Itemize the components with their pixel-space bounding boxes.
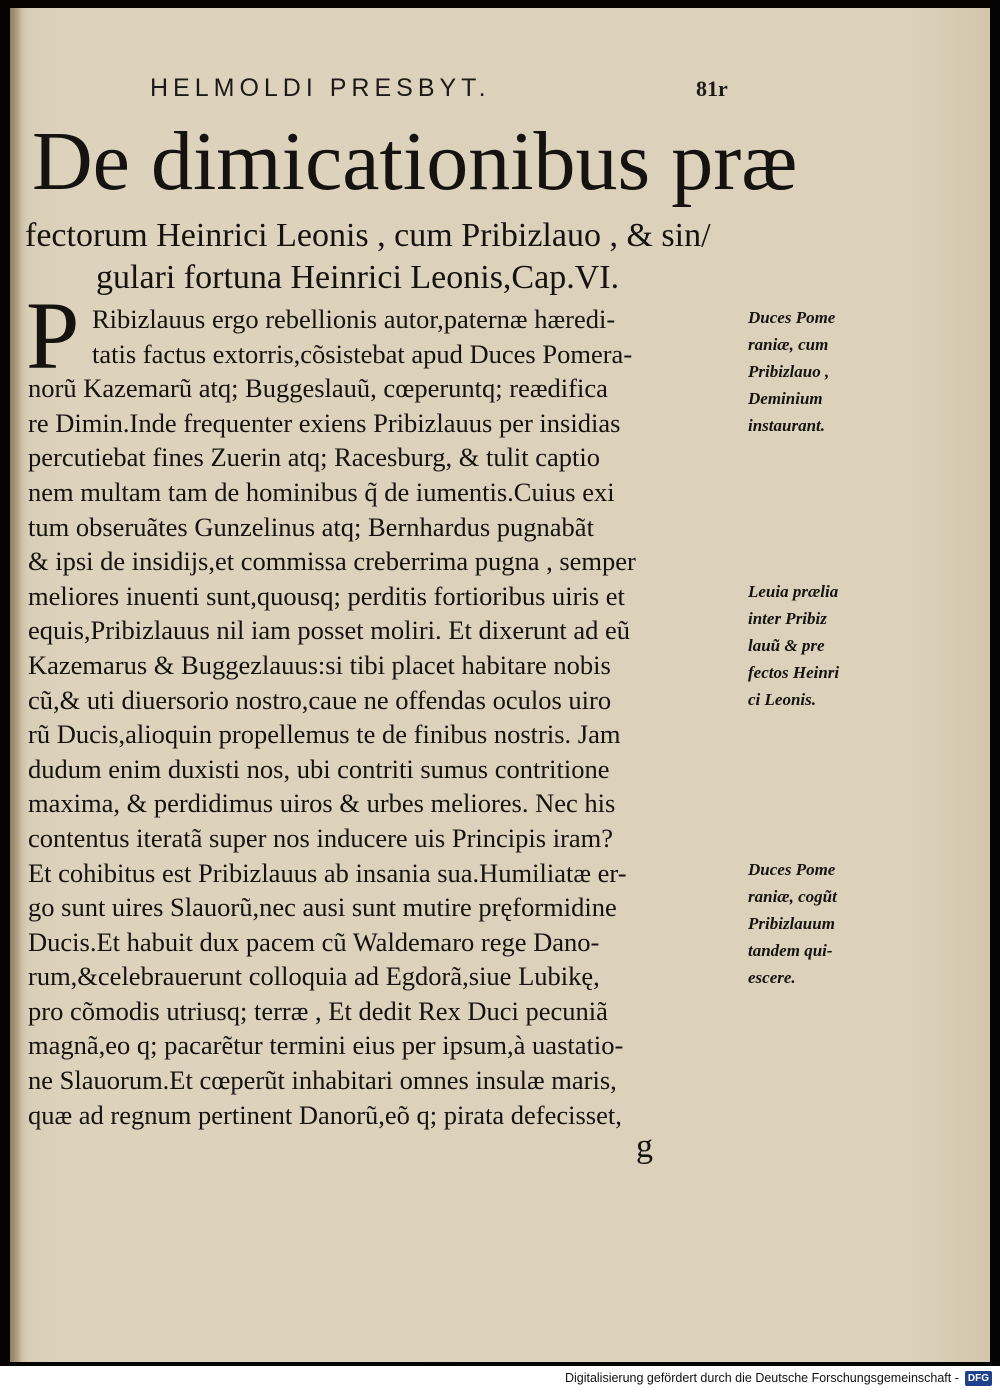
margin-note-line: Leuia prælia xyxy=(748,582,839,601)
running-head: HELMOLDI PRESBYT. xyxy=(150,74,491,102)
margin-note-line: lauũ & pre xyxy=(748,636,825,655)
signature-mark: g xyxy=(636,1128,653,1165)
body-line: contentus iteratã super nos inducere uis Principis iram? xyxy=(28,822,614,853)
body-line: norũ Kazemarũ atq; Buggeslauũ, cœperuntq; reædifica xyxy=(28,373,608,404)
body-line: re Dimin.Inde frequenter exiens Pribizlauus per insidias xyxy=(28,407,621,438)
margin-note-line: instaurant. xyxy=(748,416,826,435)
drop-cap: P xyxy=(26,282,80,389)
body-text xyxy=(28,302,748,1132)
margin-note-line: tandem qui- xyxy=(748,941,833,960)
chapter-title-line-3: gulari fortuna Heinrici Leonis,Cap.VI. xyxy=(96,259,620,296)
chapter-title-line-2: fectorum Heinrici Leonis , cum Pribizlauo , & sin/ xyxy=(25,217,711,254)
margin-note-line: inter Pribiz xyxy=(748,609,827,628)
dfg-logo-icon: DFG xyxy=(965,1371,992,1386)
body-line: ne Slauorum.Et cœperũt inhabitari omnes insulæ maris, xyxy=(28,1065,617,1096)
margin-note-line: Duces Pome xyxy=(748,308,836,327)
body-line: rũ Ducis,alioquin propellemus te de finibus nostris. Jam xyxy=(28,719,621,750)
body-line: & ipsi de insidijs,et commissa creberrima pugna , semper xyxy=(28,546,636,577)
margin-note-line: Deminium xyxy=(748,389,823,408)
margin-note-line: Duces Pome xyxy=(748,860,836,879)
body-line: magnã,eo q; pacarẽtur termini eius per ipsum,à uastatio- xyxy=(28,1030,624,1061)
body-line: Ducis.Et habuit dux pacem cũ Waldemaro rege Dano- xyxy=(28,926,600,957)
margin-note-line: raniæ, cum xyxy=(748,335,829,354)
margin-note-line: raniæ, cogũt xyxy=(748,887,837,906)
body-line: equis,Pribizlauus nil iam posset moliri. Et dixerunt ad eũ xyxy=(28,615,631,646)
body-line: meliores inuenti sunt,quousq; perditis fortioribus uiris et xyxy=(28,580,625,611)
body-line: Et cohibitus est Pribizlauus ab insania sua.Humiliatæ er- xyxy=(28,857,627,888)
body-line: cũ,& uti diuersorio nostro,caue ne offendas oculos uiro xyxy=(28,684,612,715)
body-line: Kazemarus & Buggezlauus:si tibi placet habitare nobis xyxy=(28,649,611,680)
margin-note-line: Pribizlauo , xyxy=(748,362,830,381)
body-line: pro cõmodis utriusq; terræ , Et dedit Rex Duci pecuniã xyxy=(28,995,608,1026)
body-line: maxima, & perdidimus uiros & urbes meliores. Nec his xyxy=(28,788,616,819)
chapter-title-line-1: De dimicationibus præ xyxy=(32,115,798,208)
footer-bar xyxy=(0,1366,1000,1390)
body-line: percutiebat fines Zuerin atq; Racesburg, & tulit captio xyxy=(28,442,601,473)
margin-note-battles xyxy=(748,578,888,713)
margin-note-line: escere. xyxy=(748,968,796,987)
body-line: rum,&celebrauerunt colloquia ad Egdorã,siue Lubikę, xyxy=(28,961,600,992)
body-line: dudum enim duxisti nos, ubi contriti sumus contritione xyxy=(28,753,610,784)
body-line: Ribizlauus ergo rebellionis autor,paternæ hæredi- xyxy=(92,304,616,334)
body-line: tum obseruãtes Gunzelinus atq; Bernhardus pugnabãt xyxy=(28,511,594,542)
body-line: quæ ad regnum pertinent Danorũ,eõ q; pirata defecisset, xyxy=(28,1099,622,1130)
body-line: nem multam tam de hominibus q̃ de iumentis.Cuius exi xyxy=(28,476,615,507)
footer-credit: Digitalisierung gefördert durch die Deutsche Forschungsgemeinschaft - xyxy=(564,1371,959,1385)
margin-note-line: Pribizlauum xyxy=(748,914,835,933)
body-line: tatis factus extorris,cõsistebat apud Duces Pomera- xyxy=(92,338,633,369)
body-line: go sunt uires Slauorũ,nec ausi sunt mutire pręformidine xyxy=(28,892,617,923)
margin-note-line: fectos Heinri xyxy=(748,663,840,682)
folio-number: 81r xyxy=(696,76,728,101)
book-page xyxy=(10,8,990,1362)
margin-note-line: ci Leonis. xyxy=(748,690,816,709)
margin-note-pomerania-dukes xyxy=(748,304,888,439)
margin-note-quiescere xyxy=(748,856,888,991)
